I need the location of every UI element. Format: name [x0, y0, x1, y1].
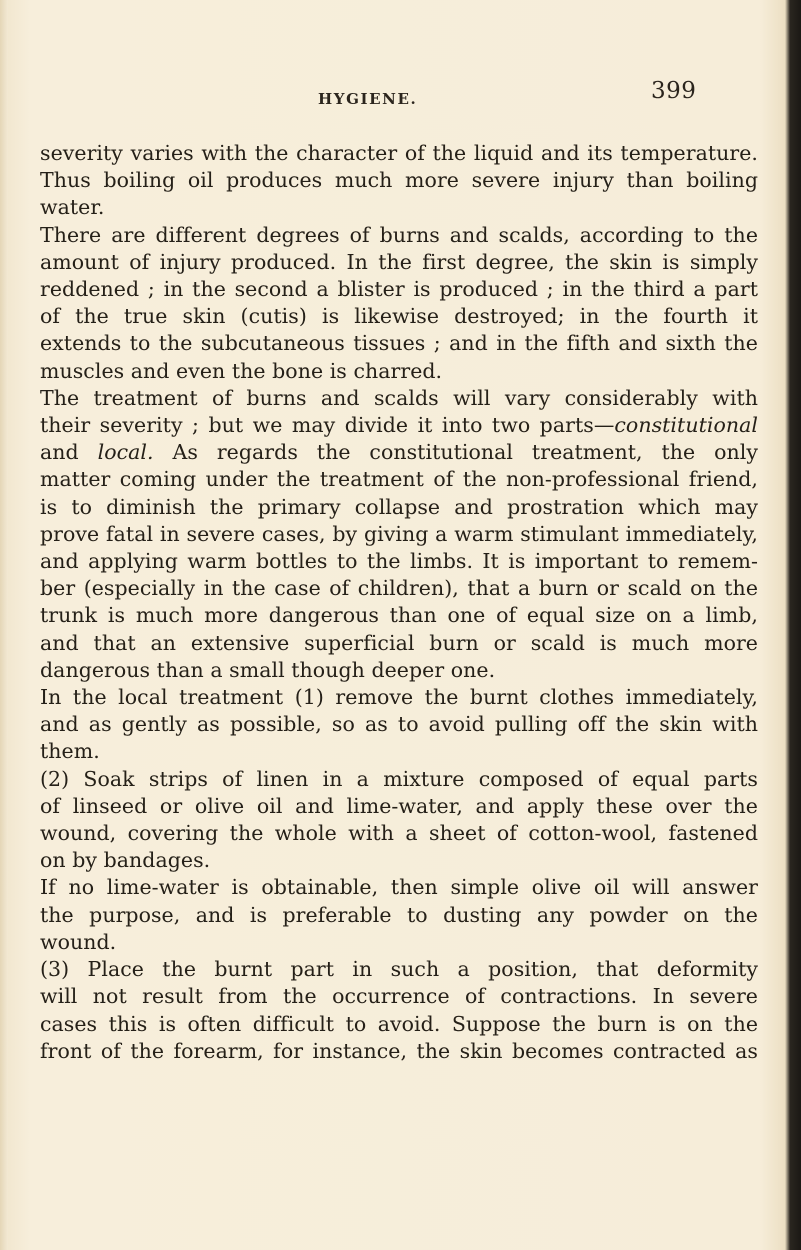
text-line: (2) Soak strips of linen in a mixture composed of equal parts	[40, 766, 758, 791]
text-line: matter coming under the treatment of the non-professional friend,	[40, 467, 758, 492]
text-line: of the true skin (cutis) is likewise destroyed; in the fourth it	[40, 304, 758, 329]
emphasis-local: local.	[97, 440, 154, 465]
page-binding-edge	[0, 0, 8, 1250]
text-line: will not result from the occurrence of contractions. In severe	[40, 984, 758, 1009]
text-line: of linseed or olive oil and lime-water, and apply these over the	[40, 793, 758, 818]
text-line: and that an extensive superficial burn or scald is much more	[40, 630, 758, 655]
text-line: cases this is often difficult to avoid. Suppose the burn is on the	[40, 1011, 758, 1036]
body-text	[40, 140, 758, 1065]
text-line: severity varies with the character of the liquid and its temperature.	[40, 141, 758, 165]
text-line: In the local treatment (1) remove the burnt clothes immediately,	[40, 685, 758, 710]
text-line: The treatment of burns and scalds will vary considerably with	[40, 385, 758, 410]
text-line: extends to the subcutaneous tissues ; and in the fifth and sixth the	[40, 331, 758, 356]
text-line: the purpose, and is preferable to dusting any powder on the	[40, 902, 758, 927]
text-line: amount of injury produced. In the first degree, the skin is simply	[40, 249, 758, 274]
text-line-with-emphasis	[40, 439, 758, 466]
text-line: reddened ; in the second a blister is produced ; in the third a part	[40, 277, 758, 302]
text-line: water.	[40, 195, 105, 220]
text-line: on by bandages.	[40, 848, 211, 873]
text-line-with-emphasis	[40, 412, 758, 439]
text-line: dangerous than a small though deeper one.	[40, 657, 496, 682]
text-line: and applying warm bottles to the limbs. It is important to remem-	[40, 549, 758, 574]
text-segment: and	[40, 440, 98, 465]
emphasis-constitutional: constitutional	[614, 413, 758, 438]
text-line: is to diminish the primary collapse and prostration which may	[40, 494, 758, 519]
text-line: ber (especially in the case of children), that a burn or scald on the	[40, 576, 758, 601]
running-title: HYGIENE.	[318, 90, 418, 108]
text-line: trunk is much more dangerous than one of equal size on a limb,	[40, 603, 758, 628]
text-line: wound, covering the whole with a sheet of cotton-wool, fastened	[40, 821, 758, 846]
text-line: prove fatal in severe cases, by giving a warm stimulant immediately,	[40, 521, 758, 546]
text-line: If no lime-water is obtainable, then simple olive oil will answer	[40, 875, 758, 900]
page-number: 399	[651, 78, 697, 104]
text-line: There are different degrees of burns and scalds, according to the	[40, 222, 758, 247]
text-line: them.	[40, 739, 100, 764]
text-line: wound.	[40, 929, 117, 954]
text-line: Thus boiling oil produces much more severe injury than boiling	[40, 168, 758, 193]
text-segment: their severity ; but we may divide it into two parts—	[40, 413, 615, 438]
page-header	[0, 70, 801, 110]
text-line: front of the forearm, for instance, the skin becomes contracted as	[40, 1038, 758, 1063]
text-segment: As regards the constitutional treatment, the only	[153, 440, 759, 465]
text-line: muscles and even the bone is charred.	[40, 358, 443, 383]
text-line: (3) Place the burnt part in such a position, that deformity	[40, 957, 758, 982]
text-line: and as gently as possible, so as to avoid pulling off the skin with	[40, 712, 758, 737]
